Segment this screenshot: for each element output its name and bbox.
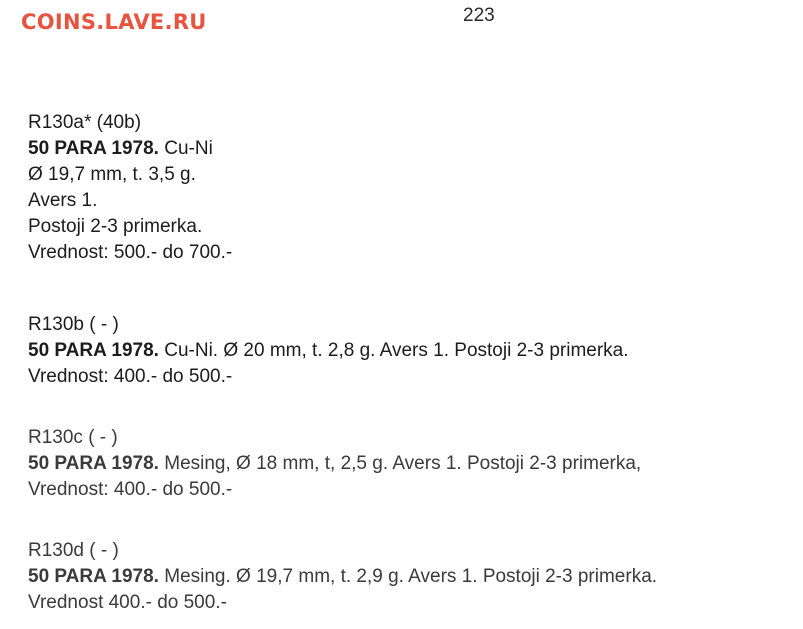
entry-title-line	[28, 338, 629, 364]
catalog-entry-r130d	[28, 538, 657, 616]
entry-title-line	[28, 451, 641, 477]
entry-value: Vrednost 400.- do 500.-	[28, 592, 227, 613]
entry-title-line	[28, 136, 232, 162]
entry-details: Cu-Ni. Ø 20 mm, t. 2,8 g. Avers 1. Postoji 2-3 primerka.	[158, 340, 629, 361]
entry-code: R130b ( - )	[28, 314, 119, 335]
entry-value: Vrednost: 500.- do 700.-	[28, 242, 233, 263]
entry-details: Mesing, Ø 18 mm, t, 2,5 g. Avers 1. Postoji 2-3 primerka,	[158, 453, 642, 474]
entry-details: Mesing. Ø 19,7 mm, t. 2,9 g. Avers 1. Postoji 2-3 primerka.	[158, 566, 658, 587]
entry-code: R130d ( - )	[28, 540, 119, 561]
entry-title: 50 PARA 1978.	[28, 566, 159, 587]
entry-title: 50 PARA 1978.	[28, 453, 159, 474]
entry-material: Cu-Ni	[158, 138, 213, 159]
entry-value: Vrednost: 400.- do 500.-	[28, 366, 233, 387]
catalog-entry-r130a	[28, 110, 232, 266]
entry-value: Vrednost: 400.- do 500.-	[28, 479, 233, 500]
entry-rarity: Postoji 2-3 primerka.	[28, 216, 203, 237]
watermark-logo: COINS.LAVE.RU	[21, 10, 207, 34]
catalog-entry-r130c	[28, 425, 641, 503]
entry-title: 50 PARA 1978.	[28, 340, 159, 361]
page-number: 223	[463, 5, 495, 26]
entry-title: 50 PARA 1978.	[28, 138, 159, 159]
entry-code: R130a* (40b)	[28, 112, 142, 133]
entry-obverse: Avers 1.	[28, 190, 98, 211]
catalog-entry-r130b	[28, 312, 629, 390]
entry-title-line	[28, 564, 657, 590]
entry-dimensions: Ø 19,7 mm, t. 3,5 g.	[28, 164, 196, 185]
entry-code: R130c ( - )	[28, 427, 118, 448]
